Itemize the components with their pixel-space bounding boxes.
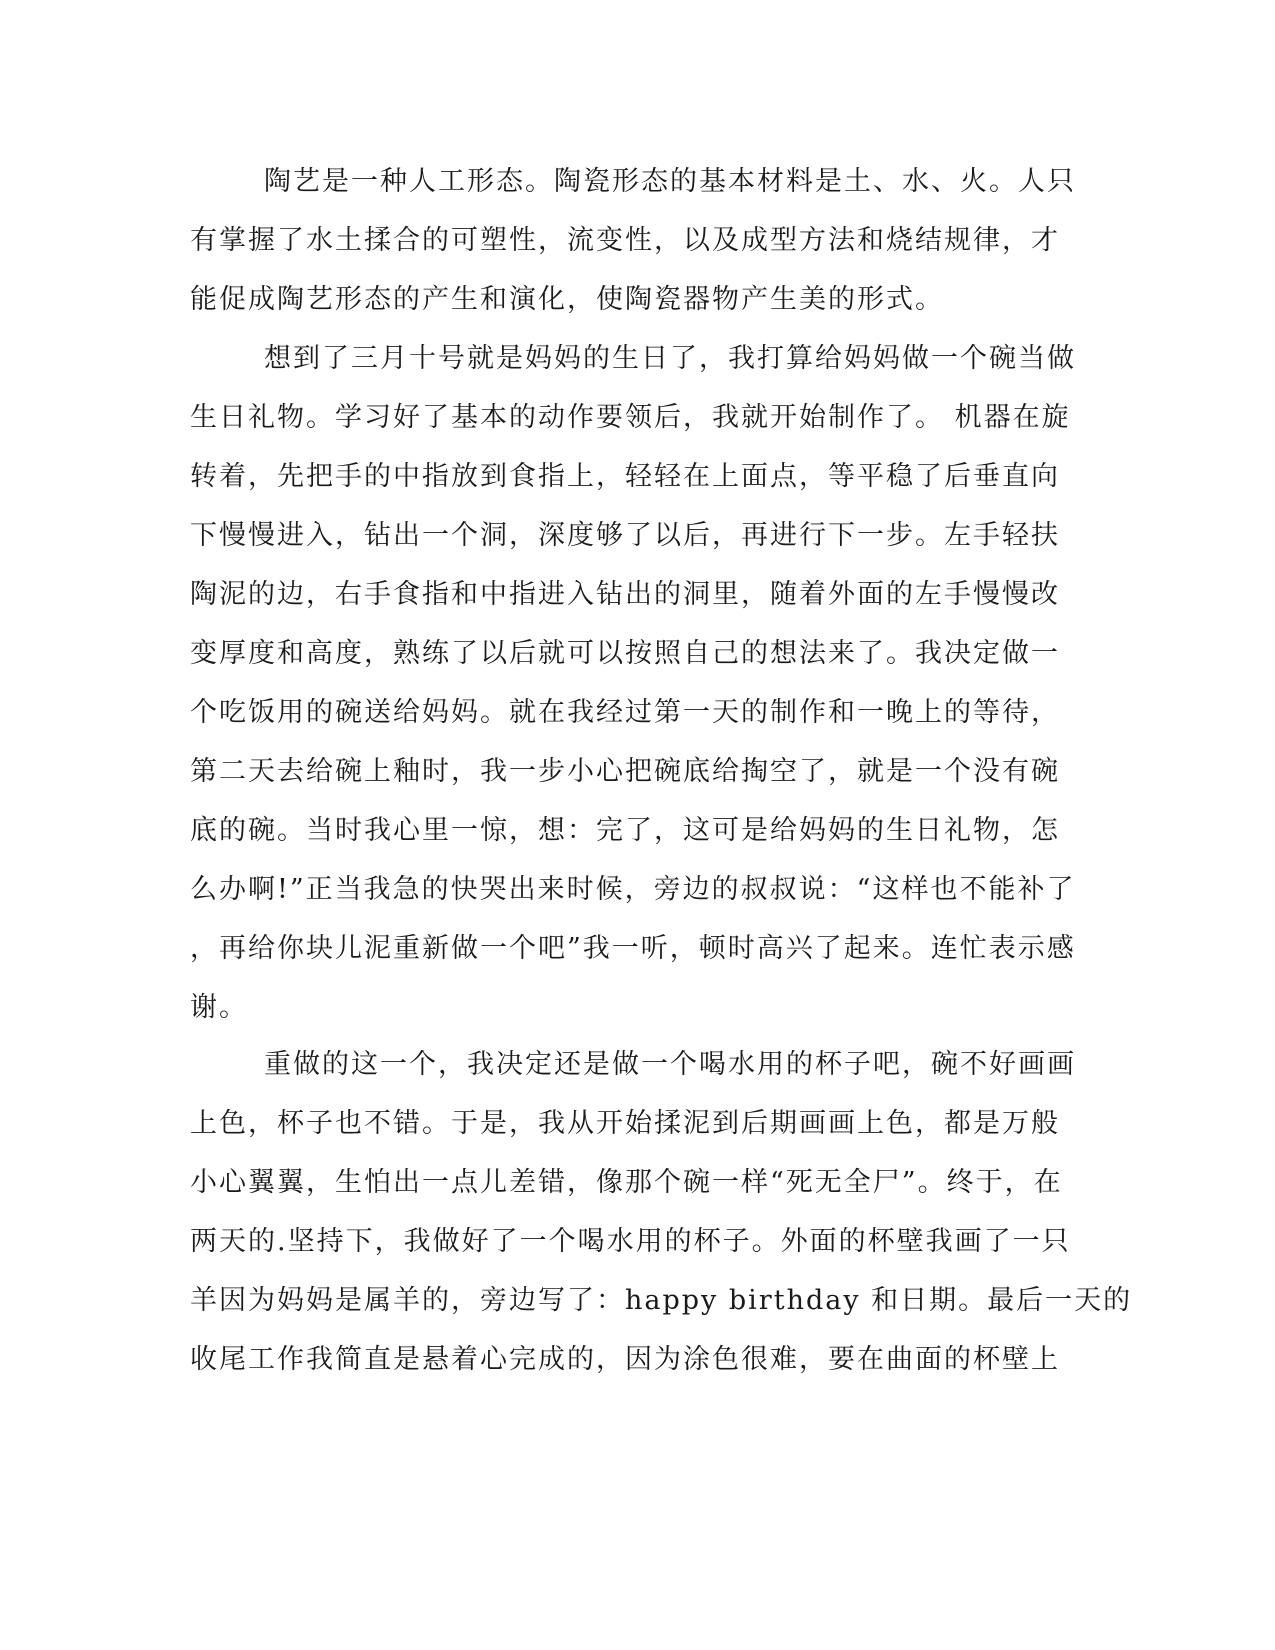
paragraph-2-line-12: 谢。 <box>190 992 248 1023</box>
paragraph-3-line-5: 羊因为妈妈是属羊的，旁边写了：happy birthday 和日期。最后一天的 <box>190 1285 1133 1316</box>
paragraph-2-line-10: 么办啊!”正当我急的快哭出来时候，旁边的叔叔说：“这样也不能补了 <box>190 874 1076 905</box>
paragraph-3-line-2: 上色，杯子也不错。于是，我从开始揉泥到后期画画上色，都是万般 <box>190 1108 1060 1139</box>
paragraph-2-line-1: 想到了三月十号就是妈妈的生日了，我打算给妈妈做一个碗当做 <box>264 343 1076 374</box>
paragraph-2-line-7: 个吃饭用的碗送给妈妈。就在我经过第一天的制作和一晚上的等待， <box>190 697 1060 728</box>
paragraph-2-line-11: ，再给你块儿泥重新做一个吧”我一听，顿时高兴了起来。连忙表示感 <box>190 933 1076 964</box>
paragraph-3-line-1: 重做的这一个，我决定还是做一个喝水用的杯子吧，碗不好画画 <box>264 1049 1076 1080</box>
paragraph-3-line-3: 小心翼翼，生怕出一点儿差错，像那个碗一样“死无全尸”。终于，在 <box>190 1167 1063 1198</box>
paragraph-2-line-5: 陶泥的边，右手食指和中指进入钻出的洞里，随着外面的左手慢慢改 <box>190 579 1060 610</box>
paragraph-2-line-9: 底的碗。当时我心里一惊，想：完了，这可是给妈妈的生日礼物，怎 <box>190 815 1060 846</box>
paragraph-2-line-6: 变厚度和高度，熟练了以后就可以按照自己的想法来了。我决定做一 <box>190 638 1060 669</box>
paragraph-2-line-2: 生日礼物。学习好了基本的动作要领后，我就开始制作了。 机器在旋 <box>190 402 1071 433</box>
paragraph-3-line-6: 收尾工作我简直是悬着心完成的，因为涂色很难，要在曲面的杯壁上 <box>190 1344 1060 1375</box>
paragraph-2-line-3: 转着，先把手的中指放到食指上，轻轻在上面点，等平稳了后垂直向 <box>190 461 1060 492</box>
paragraph-2-line-8: 第二天去给碗上釉时，我一步小心把碗底给掏空了，就是一个没有碗 <box>190 756 1060 787</box>
paragraph-1-line-2: 有掌握了水土揉合的可塑性，流变性，以及成型方法和烧结规律，才 <box>190 225 1060 256</box>
paragraph-1-line-1: 陶艺是一种人工形态。陶瓷形态的基本材料是土、水、火。人只 <box>264 166 1076 197</box>
paragraph-1-line-3: 能促成陶艺形态的产生和演化，使陶瓷器物产生美的形式。 <box>190 284 944 315</box>
paragraph-3-line-4: 两天的.坚持下，我做好了一个喝水用的杯子。外面的杯壁我画了一只 <box>190 1226 1071 1257</box>
paragraph-2-line-4: 下慢慢进入，钻出一个洞，深度够了以后，再进行下一步。左手轻扶 <box>190 520 1060 551</box>
